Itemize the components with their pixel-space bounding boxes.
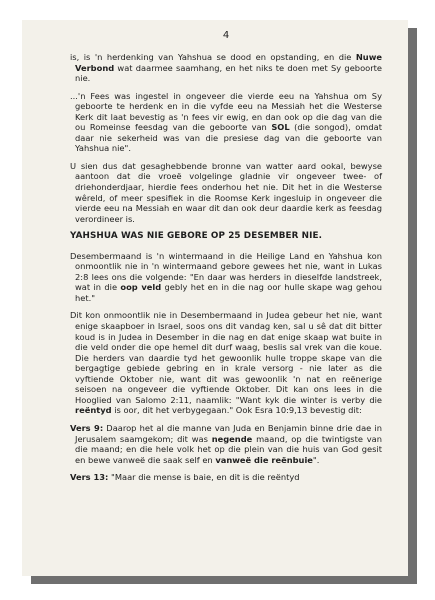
bold-text: Nuwe Verbond xyxy=(75,52,382,73)
text: maand, op die twintigste van die maand; en die hele volk het op die plein van die huis van God gesit en bewe vanweë die saak self en xyxy=(75,433,383,465)
bold-text: reëntyd xyxy=(75,405,112,416)
verse-label: Vers 13: xyxy=(70,472,109,483)
book-page xyxy=(22,20,408,576)
paragraph-6 xyxy=(70,423,382,465)
paragraph-1 xyxy=(70,52,382,84)
paragraph-4 xyxy=(70,251,382,304)
paragraph-2 xyxy=(70,91,382,154)
text: wat daarmee saamhang, en het niks te doen met Sy geboorte nie. xyxy=(75,62,382,84)
verse-label: Vers 9: xyxy=(70,422,104,433)
page-number: 4 xyxy=(222,30,230,41)
paragraph-3: U sien dus dat gesaghebbende bronne van watter aard ookal, bewyse aantoon dat die vroeë volgelinge gladnie vir ongeveer twee- of driehonderdjaar, hierdie fees onderhou het nie. Dit het in die Westerse wêreld, of meer spesifiek in die Roomse Kerk ingesluip in ongeveer die vierde eeu na Messiah en waar dit dan ook deur daardie kerk as feesdag verordineer is. xyxy=(70,160,382,224)
text: "Maar die mense is baie, en dit is die reëntyd xyxy=(108,472,300,483)
text: (die songod), omdat daar nie sekerheid was van die presiese dag van die geboorte van Yahshua nie". xyxy=(75,122,382,154)
text: Dit kon onmoontlik nie in Desembermaand in Judea gebeur het nie, want enige skaapboer in Israel, soos ons dit vandag ken, sal u sê dat dit bitter koud is in Judea in Desember in die nag en dat enige skaap wat buite in die veld onder die ope hemel dit durf waag, beslis sal vrek van die koue. Die herders van daardie tyd het gewoonlik hulle troppe skape van die bergagtige gebiede gebring en in krale versorg - nie later as die vyftiende Oktober nie, want dit was gewoonlik 'n nat en reënerige seisoen na ongeveer die vyftiende Oktober. Dit kan ons lees in die Hooglied van Salomo 2:11, naamlik: "Want kyk die winter is verby die xyxy=(70,310,382,405)
text: Daarop het al die manne van Juda en Benjamin binne drie dae in Jerusalem saamgekom; dit was xyxy=(75,422,382,444)
text: ...'n Fees was ingestel in ongeveer die vierde eeu na Yahshua om Sy geboorte te herdenk en in die vyfde eeu na Messiah het die Westerse Kerk dit laat bevestig as 'n fees vir ewig, en dan ook op die dag van die ou Romeinse feesdag van die geboorte van xyxy=(70,90,382,133)
text: is oor, dit het verbygegaan." Ook Esra 10:9,13 bevestig dit: xyxy=(111,405,362,416)
paragraph-5 xyxy=(70,310,382,415)
paragraph-7 xyxy=(70,472,382,483)
text: Desembermaand is 'n wintermaand in die Heilige Land en Yahshua kon onmoontlik nie in 'n wintermaand gebore gewees het nie, want in Lukas 2:8 lees ons die volgende: "En daar was herders in dieselfde landstreek, wat in die xyxy=(70,250,382,293)
bold-text: SOL xyxy=(271,122,290,133)
bold-text: vanweë die reënbuie xyxy=(215,454,313,465)
bold-text: oop veld xyxy=(120,282,162,293)
bold-text: negende xyxy=(211,433,253,444)
text: is, is 'n herdenking van Yahshua se dood en opstanding, en die xyxy=(70,52,356,62)
text: gebly het en in die nag oor hulle skape wag gehou het." xyxy=(75,282,382,303)
section-heading: YAHSHUA WAS NIE GEBORE OP 25 DESEMBER NIE. xyxy=(70,231,323,242)
text: ". xyxy=(312,454,320,465)
